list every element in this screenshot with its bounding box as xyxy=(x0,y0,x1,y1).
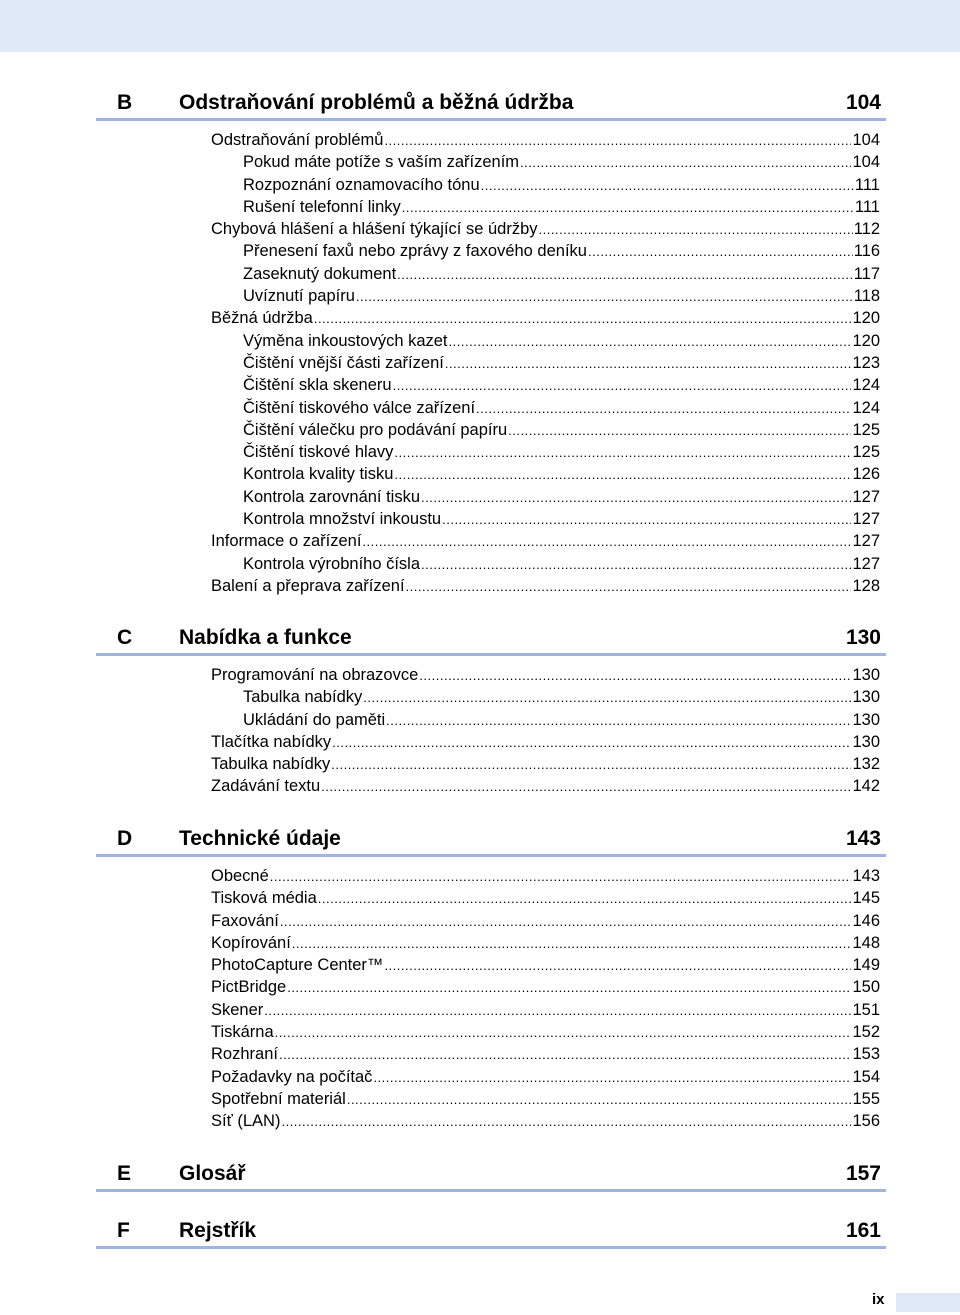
toc-entry[interactable] xyxy=(96,999,886,1021)
page-number: ix xyxy=(872,1291,885,1308)
toc-entry[interactable] xyxy=(96,508,886,530)
toc-entry[interactable] xyxy=(96,686,886,708)
toc-entry[interactable] xyxy=(96,1088,886,1110)
toc-entry[interactable] xyxy=(96,218,886,240)
dot-leader xyxy=(332,732,851,754)
dot-leader xyxy=(373,1067,851,1089)
toc-entry-label: Tiskárna xyxy=(211,1023,274,1042)
toc-entry[interactable] xyxy=(96,285,886,307)
section-letter: E xyxy=(117,1162,132,1185)
toc-entry[interactable] xyxy=(96,374,886,396)
toc-entry[interactable] xyxy=(96,575,886,597)
toc-entry-page-number: 142 xyxy=(852,777,880,796)
dot-leader xyxy=(270,866,852,888)
toc-entry-list xyxy=(96,129,886,597)
section-page-number: 143 xyxy=(845,827,881,850)
toc-entry-page-number: 150 xyxy=(852,978,880,997)
toc-entry-list xyxy=(96,664,886,798)
toc-entry-label: Síť (LAN) xyxy=(211,1112,281,1131)
toc-entry-label: Zaseknutý dokument xyxy=(243,264,397,283)
toc-entry-page-number: 145 xyxy=(852,889,880,908)
toc-entry-page-number: 143 xyxy=(852,867,880,885)
toc-entry-label: Informace o zařízení xyxy=(211,532,362,551)
toc-entry-page-number: 130 xyxy=(852,666,880,684)
header-band xyxy=(0,0,960,52)
toc-entry-label: Požadavky na počítač xyxy=(211,1067,373,1086)
toc-entry[interactable] xyxy=(96,1021,886,1043)
toc-entry-page-number: 120 xyxy=(852,331,880,350)
section-title: Technické údaje xyxy=(179,827,341,850)
toc-entry-page-number: 153 xyxy=(852,1045,880,1064)
toc-entry-label: Balení a přeprava zařízení xyxy=(211,576,405,595)
section-title: Rejstřík xyxy=(179,1219,257,1242)
dot-leader xyxy=(449,331,852,353)
toc-entry-label: Kopírování xyxy=(211,933,291,952)
toc-entry-page-number: 124 xyxy=(852,376,880,395)
dot-leader xyxy=(347,1089,852,1111)
toc-entry-label: Kontrola kvality tisku xyxy=(243,465,394,484)
dot-leader xyxy=(280,911,852,933)
toc-entry[interactable] xyxy=(96,441,886,463)
toc-entry-label: Chybová hlášení a hlášení týkající se údržby xyxy=(211,220,538,239)
toc-entry[interactable] xyxy=(96,174,886,196)
toc-entry-page-number: 117 xyxy=(853,264,880,283)
toc-entry-page-number: 104 xyxy=(852,153,880,172)
toc-entry[interactable] xyxy=(96,196,886,218)
dot-leader xyxy=(481,175,854,197)
dot-leader xyxy=(384,130,851,152)
toc-section-b xyxy=(96,88,886,597)
dot-leader xyxy=(588,241,853,263)
dot-leader xyxy=(279,1044,852,1066)
toc-entry[interactable] xyxy=(96,330,886,352)
toc-entry-page-number: 112 xyxy=(853,220,880,239)
toc-entry[interactable] xyxy=(96,419,886,441)
dot-leader xyxy=(314,308,852,330)
toc-entry[interactable] xyxy=(96,352,886,374)
toc-entry-label: Pokud máte potíže s vaším zařízením xyxy=(243,153,520,172)
dot-leader xyxy=(331,754,851,776)
toc-entry-page-number: 154 xyxy=(852,1067,880,1086)
toc-entry-label: Zadávání textu xyxy=(211,777,321,796)
toc-entry-label: Rozhraní xyxy=(211,1045,278,1064)
toc-entry-label: Tisková média xyxy=(211,889,317,908)
dot-leader xyxy=(287,977,851,999)
toc-entry-page-number: 120 xyxy=(852,309,880,328)
toc-entry[interactable] xyxy=(96,240,886,262)
toc-entry-label: Čištění válečku pro podávání papíru xyxy=(243,420,508,439)
dot-leader xyxy=(356,286,853,308)
section-letter: B xyxy=(117,91,133,114)
section-letter: C xyxy=(117,626,133,649)
toc-entry[interactable] xyxy=(96,553,886,575)
toc-entry-label: Tabulka nabídky xyxy=(211,755,331,774)
toc-entry-label: Ukládání do paměti xyxy=(243,710,386,729)
toc-entry-page-number: 127 xyxy=(852,487,880,506)
toc-entry[interactable] xyxy=(96,151,886,173)
dot-leader xyxy=(508,420,851,442)
dot-leader xyxy=(363,687,851,709)
dot-leader xyxy=(421,487,851,509)
toc-entry[interactable] xyxy=(96,887,886,909)
toc-entry[interactable] xyxy=(96,910,886,932)
dot-leader xyxy=(281,1111,851,1133)
toc-entry-label: Čištění tiskové hlavy xyxy=(243,443,394,462)
toc-entry[interactable] xyxy=(96,129,886,151)
section-letter: D xyxy=(117,827,133,850)
dot-leader xyxy=(264,1000,851,1022)
toc-entry-page-number: 132 xyxy=(852,755,880,774)
toc-entry[interactable] xyxy=(96,1043,886,1065)
toc-entry-label: Tlačítka nabídky xyxy=(211,732,332,751)
toc-entry[interactable] xyxy=(96,976,886,998)
toc-entry-page-number: 130 xyxy=(852,710,880,729)
toc-entry-label: Spotřební materiál xyxy=(211,1089,346,1108)
toc-entry-label: Tabulka nabídky xyxy=(243,688,363,707)
dot-leader xyxy=(402,197,854,219)
toc-entry-page-number: 125 xyxy=(852,443,880,462)
toc-entry-label: Čištění skla skeneru xyxy=(243,376,392,395)
dot-leader xyxy=(406,576,852,598)
dot-leader xyxy=(393,375,852,397)
toc-entry[interactable] xyxy=(96,932,886,954)
toc-entry-label: Kontrola výrobního čísla xyxy=(243,554,421,573)
toc-entry[interactable] xyxy=(96,775,886,797)
section-title: Nabídka a funkce xyxy=(179,626,352,649)
toc-entry-label: Výměna inkoustových kazet xyxy=(243,331,448,350)
dot-leader xyxy=(318,888,852,910)
toc-entry[interactable] xyxy=(96,307,886,329)
toc-entry[interactable] xyxy=(96,1066,886,1088)
section-title: Odstraňování problémů a běžná údržba xyxy=(179,91,574,114)
toc-entry-list xyxy=(96,865,886,1133)
dot-leader xyxy=(321,776,851,798)
toc-entry-page-number: 111 xyxy=(854,175,880,194)
page-number-bar xyxy=(896,1293,960,1312)
toc-entry-page-number: 130 xyxy=(852,688,880,707)
toc-entry-page-number: 149 xyxy=(852,956,880,975)
dot-leader xyxy=(275,1022,852,1044)
toc-entry[interactable] xyxy=(96,954,886,976)
toc-entry[interactable] xyxy=(96,263,886,285)
dot-leader xyxy=(386,710,851,732)
toc-entry-label: Skener xyxy=(211,1000,264,1019)
toc-entry-page-number: 125 xyxy=(852,420,880,439)
toc-entry-label: PhotoCapture Center™ xyxy=(211,956,384,975)
toc-entry-label: Kontrola množství inkoustu xyxy=(243,510,442,529)
dot-leader xyxy=(476,398,851,420)
toc-entry-page-number: 127 xyxy=(852,510,880,529)
section-heading[interactable] xyxy=(96,824,886,857)
toc-entry[interactable] xyxy=(96,664,886,686)
toc-entry[interactable] xyxy=(96,709,886,731)
section-page-number: 161 xyxy=(845,1219,881,1242)
toc-entry-label: Čištění vnější části zařízení xyxy=(243,353,444,372)
toc-entry[interactable] xyxy=(96,397,886,419)
dot-leader xyxy=(394,464,851,486)
dot-leader xyxy=(384,955,851,977)
toc-entry-label: Rušení telefonní linky xyxy=(243,197,401,216)
section-letter: F xyxy=(117,1219,130,1242)
toc-entry-label: Rozpoznání oznamovacího tónu xyxy=(243,175,480,194)
toc-entry-page-number: 146 xyxy=(852,911,880,930)
dot-leader xyxy=(394,442,851,464)
toc-entry-label: PictBridge xyxy=(211,978,287,997)
toc-section-c xyxy=(96,623,886,798)
toc-entry-page-number: 104 xyxy=(852,131,880,149)
toc-entry-label: Uvíznutí papíru xyxy=(243,287,355,306)
toc-section-e xyxy=(96,1159,886,1192)
toc-section-d xyxy=(96,824,886,1133)
toc-entry-page-number: 124 xyxy=(852,398,880,417)
toc-section-f xyxy=(96,1216,886,1249)
toc-entry-page-number: 152 xyxy=(852,1023,880,1042)
toc-entry-page-number: 130 xyxy=(852,732,880,751)
toc-entry-page-number: 128 xyxy=(852,576,880,595)
section-heading[interactable] xyxy=(96,1159,886,1192)
dot-leader xyxy=(442,509,851,531)
toc-entry-page-number: 148 xyxy=(852,933,880,952)
dot-leader xyxy=(292,933,852,955)
toc-entry-page-number: 111 xyxy=(854,197,880,216)
toc-entry[interactable] xyxy=(96,731,886,753)
section-heading[interactable] xyxy=(96,88,886,121)
toc-entry-label: Faxování xyxy=(211,911,279,930)
toc-entry-page-number: 127 xyxy=(852,554,880,573)
toc-entry-page-number: 151 xyxy=(852,1000,880,1019)
dot-leader xyxy=(520,152,851,174)
toc-entry[interactable] xyxy=(96,530,886,552)
dot-leader xyxy=(397,264,853,286)
toc-entry-label: Čištění tiskového válce zařízení xyxy=(243,398,476,417)
section-page-number: 157 xyxy=(845,1162,881,1185)
dot-leader xyxy=(421,554,851,576)
section-title: Glosář xyxy=(179,1162,246,1185)
toc-entry-page-number: 156 xyxy=(852,1112,880,1131)
section-heading[interactable] xyxy=(96,1216,886,1249)
toc-entry-label: Přenesení faxů nebo zprávy z faxového deníku xyxy=(243,242,587,261)
toc-entry[interactable] xyxy=(96,1110,886,1132)
toc-entry-page-number: 118 xyxy=(853,287,880,306)
dot-leader xyxy=(419,665,851,687)
section-page-number: 130 xyxy=(845,626,881,649)
toc-entry-label: Obecné xyxy=(211,867,269,885)
toc-entry-label: Odstraňování problémů xyxy=(211,131,384,149)
toc-entry-page-number: 155 xyxy=(852,1089,880,1108)
toc-entry-page-number: 116 xyxy=(853,242,880,261)
toc-entry-label: Běžná údržba xyxy=(211,309,313,328)
dot-leader xyxy=(539,219,853,241)
toc-entry-page-number: 123 xyxy=(852,353,880,372)
section-heading[interactable] xyxy=(96,623,886,656)
section-page-number: 104 xyxy=(845,91,881,114)
toc-entry-page-number: 127 xyxy=(852,532,880,551)
toc-entry-label: Programování na obrazovce xyxy=(211,666,419,684)
toc-entry[interactable] xyxy=(96,753,886,775)
dot-leader xyxy=(445,353,852,375)
toc-entry[interactable] xyxy=(96,486,886,508)
toc-entry[interactable] xyxy=(96,865,886,887)
toc-entry-label: Kontrola zarovnání tisku xyxy=(243,487,421,506)
dot-leader xyxy=(362,531,851,553)
toc-entry[interactable] xyxy=(96,463,886,485)
toc-entry-page-number: 126 xyxy=(852,465,880,484)
